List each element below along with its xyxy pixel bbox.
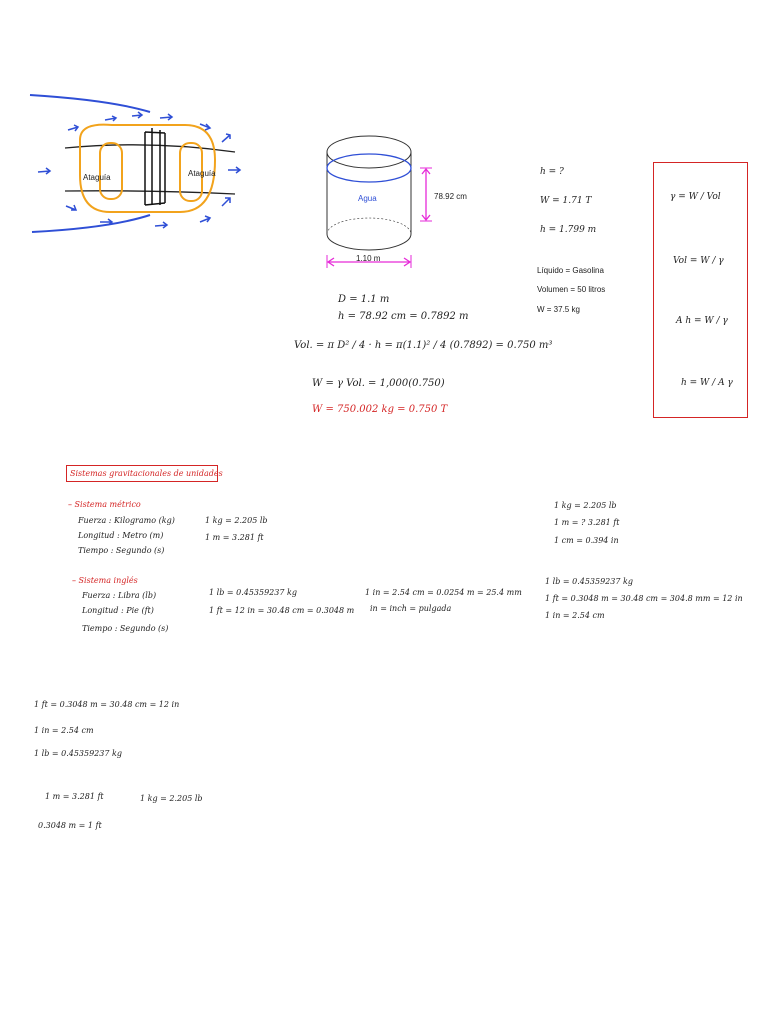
metric-force: Fuerza : Kilogramo (kg) (78, 516, 175, 525)
metric-eq-kg: 1 kg = 2.205 lb (205, 516, 268, 525)
english-right-in: 1 in = 2.54 cm (545, 611, 605, 620)
units-heading: Sistemas gravitacionales de unidades (70, 469, 223, 478)
calc2-w-value: W = 1.71 T (540, 196, 592, 206)
bottom-m-to-ft: 0.3048 m = 1 ft (38, 821, 102, 830)
formula-volume: Vol = W / γ (673, 256, 724, 266)
english-time: Tiempo : Segundo (s) (82, 624, 169, 633)
liquid-label: Líquido = Gasolina (537, 266, 604, 275)
english-length: Longitud : Pie (ft) (82, 606, 154, 615)
metric-time: Tiempo : Segundo (s) (78, 546, 165, 555)
calc-volume: Vol. = π D² / 4 · h = π(1.1)² / 4 (0.7892) = 0.750 m³ (294, 340, 553, 351)
bottom-in-conversion: 1 in = 2.54 cm (34, 726, 94, 735)
metric-right-kg: 1 kg = 2.205 lb (554, 501, 617, 510)
formula-area-height: A h = W / γ (676, 316, 728, 326)
water-label: Agua (358, 194, 377, 203)
formula-gamma: γ = W / Vol (670, 192, 721, 202)
calc-weight: W = γ Vol. = 1,000(0.750) (312, 378, 445, 389)
english-right-lb: 1 lb = 0.45359237 kg (545, 577, 633, 586)
calc-diameter: D = 1.1 m (338, 294, 390, 305)
height-dimension-label: 78.92 cm (434, 192, 467, 201)
metric-length: Longitud : Metro (m) (78, 531, 164, 540)
calc-height: h = 78.92 cm = 0.7892 m (338, 311, 469, 322)
english-eq-lb: 1 lb = 0.45359237 kg (209, 588, 297, 597)
bottom-kg-conversion: 1 kg = 2.205 lb (140, 794, 203, 803)
calc2-h-value: h = 1.799 m (540, 225, 597, 235)
formula-height: h = W / A γ (681, 378, 733, 388)
diameter-dimension-label: 1.10 m (356, 254, 381, 263)
calc-weight-result: W = 750.002 kg = 0.750 T (312, 404, 448, 415)
metric-right-m: 1 m = ? 3.281 ft (554, 518, 620, 527)
bottom-ft-conversion: 1 ft = 0.3048 m = 30.48 cm = 12 in (34, 700, 180, 709)
bottom-lb-conversion: 1 lb = 0.45359237 kg (34, 749, 122, 758)
ataguia-right-label: Ataguía (188, 169, 216, 178)
bottom-m-conversion: 1 m = 3.281 ft (45, 792, 104, 801)
metric-eq-m: 1 m = 3.281 ft (205, 533, 264, 542)
english-inch-def: in = inch = pulgada (370, 604, 452, 613)
english-eq-ft: 1 ft = 12 in = 30.48 cm = 0.3048 m (209, 606, 355, 615)
weight-label: W = 37.5 kg (537, 305, 580, 314)
english-right-ft: 1 ft = 0.3048 m = 30.48 cm = 304.8 mm = 12 in (545, 594, 743, 603)
ataguia-left-label: Ataguía (83, 173, 111, 182)
volume-label: Volumen = 50 litros (537, 285, 606, 294)
metric-title: – Sistema métrico (68, 500, 141, 509)
english-force: Fuerza : Libra (lb) (82, 591, 157, 600)
english-title: – Sistema inglés (72, 576, 138, 585)
calc2-h-unknown: h = ? (540, 167, 564, 177)
metric-right-cm: 1 cm = 0.394 in (554, 536, 619, 545)
english-eq-in: 1 in = 2.54 cm = 0.0254 m = 25.4 mm (365, 588, 522, 597)
